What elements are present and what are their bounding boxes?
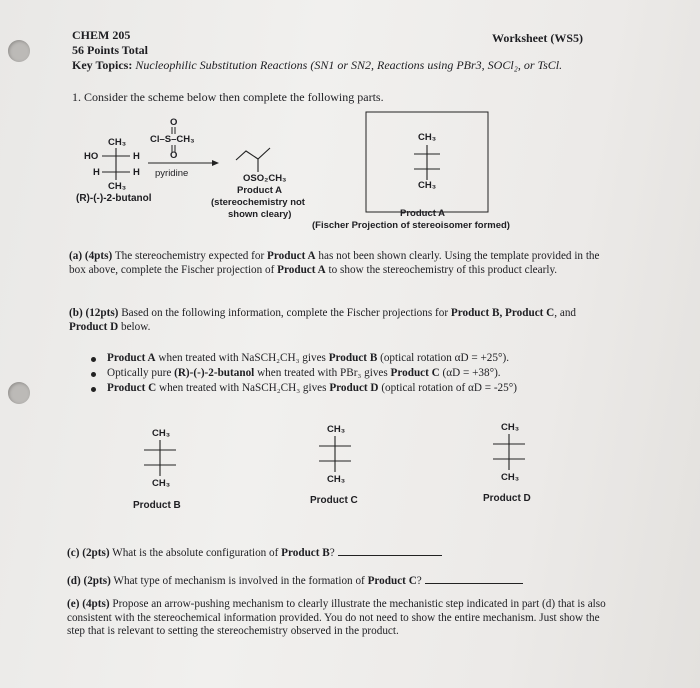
- course-code: CHEM 205: [72, 28, 131, 42]
- fischer-b-bottom: CH₃: [152, 478, 171, 489]
- start-name: (R)-(-)-2-butanol: [76, 193, 152, 204]
- product-a-group: OSO₂CH₃: [243, 173, 287, 184]
- fischer-d-top: CH₃: [501, 422, 520, 433]
- part-a-bold-1: Product A: [267, 250, 316, 262]
- product-a-note-2: shown cleary): [228, 209, 292, 220]
- bullet-dot-2: [91, 372, 96, 377]
- start-h-left: H: [93, 167, 100, 178]
- part-b-text-3: below.: [118, 320, 151, 333]
- reaction-arrowhead: [212, 160, 219, 166]
- box-label: Product A: [400, 208, 446, 219]
- start-bottom-ch3: CH₃: [108, 181, 127, 192]
- key-topics-text: Nucleophilic Substitution Reactions (SN1 or SN2, Reactions using PBr3, SOCl₂, or TsCl.: [135, 58, 563, 72]
- part-b: [69, 307, 609, 334]
- part-b-label: (b) (12pts): [69, 307, 119, 319]
- fischer-b-top: CH₃: [152, 428, 171, 439]
- fischer-template-b: [144, 440, 176, 476]
- question-1-prompt: 1. Consider the scheme below then complete the following parts.: [72, 90, 384, 104]
- part-e-label: (e) (4pts): [67, 598, 110, 610]
- start-h-right-2: H: [133, 167, 140, 178]
- key-topics-label: Key Topics:: [72, 58, 133, 72]
- part-d-answer-blank[interactable]: [425, 572, 523, 584]
- fischer-template-c: [319, 436, 351, 472]
- fischer-d-bottom: CH₃: [501, 472, 520, 483]
- part-c: (c) (2pts) What is the absolute configuration of Product B?: [67, 544, 442, 560]
- bullet-dot-1: [91, 357, 96, 362]
- product-c-label: Product C: [310, 495, 358, 506]
- product-a-name: Product A: [237, 185, 283, 196]
- part-a-text-1: The stereochemistry expected for: [114, 250, 268, 262]
- part-d: (d) (2pts) What type of mechanism is involved in the formation of Product C?: [67, 572, 523, 588]
- part-a-bold-2: Product A: [277, 263, 326, 276]
- part-a-label: (a) (4pts): [69, 250, 113, 262]
- product-a-note-1: (stereochemistry not: [211, 197, 305, 208]
- box-bottom-ch3: CH₃: [418, 180, 437, 191]
- bullet-1: Product A when treated with NaSCH₂CH₃ gives Product B (optical rotation αD = +25°).: [107, 352, 509, 364]
- box-top-ch3: CH₃: [418, 132, 437, 143]
- product-d-label: Product D: [483, 493, 531, 504]
- box-caption: (Fischer Projection of stereoisomer formed): [312, 220, 510, 231]
- start-h-right: H: [133, 151, 140, 162]
- part-a-text-2: has not been shown clearly. Using the template provided in the box above, complete the Fischer projection of: [69, 250, 600, 276]
- bullet-2: Optically pure (R)-(-)-2-butanol when treated with PBr₃ gives Product C (αD = +38°).: [107, 367, 501, 379]
- product-b-label: Product B: [133, 500, 181, 511]
- reagent-o-bottom: O: [170, 150, 178, 161]
- part-a: [69, 250, 609, 277]
- part-e: [67, 598, 609, 639]
- fischer-c-top: CH₃: [327, 424, 346, 435]
- part-c-answer-blank[interactable]: [338, 544, 442, 556]
- part-a-text-3: to show the stereochemistry of this product clearly.: [325, 263, 558, 276]
- start-ho: HO: [84, 151, 99, 162]
- bullet-3: Product C when treated with NaSCH₂CH₃ gives Product D (optical rotation of αD = -25°): [107, 382, 517, 394]
- reagent-base: pyridine: [155, 168, 189, 179]
- part-b-text-1: Based on the following information, complete the Fischer projections for: [118, 307, 451, 319]
- worksheet-id: Worksheet (WS5): [492, 31, 583, 45]
- fischer-template-d: [493, 434, 525, 470]
- fischer-c-bottom: CH₃: [327, 474, 346, 485]
- start-top-ch3: CH₃: [108, 137, 127, 148]
- part-b-text-2: , and: [554, 307, 577, 319]
- reagent-o-top: O: [170, 117, 178, 128]
- bullet-dot-3: [91, 387, 96, 392]
- part-e-text: Propose an arrow-pushing mechanism to clearly illustrate the mechanistic step indicated in part (d) that is also consistent with the stereochemical information provided. You do not need to show the entire mechanism. Just show the step that is relevant to setting the stereochemistry observed in the product.: [67, 598, 606, 637]
- reagent-formula: Cl–S–CH₃: [150, 134, 195, 145]
- product-skeleton: [236, 148, 270, 160]
- part-b-bold-1: Product B, Product C: [450, 307, 555, 319]
- part-b-bold-2: Product D: [69, 320, 119, 333]
- points-total: 56 Points Total: [72, 43, 149, 57]
